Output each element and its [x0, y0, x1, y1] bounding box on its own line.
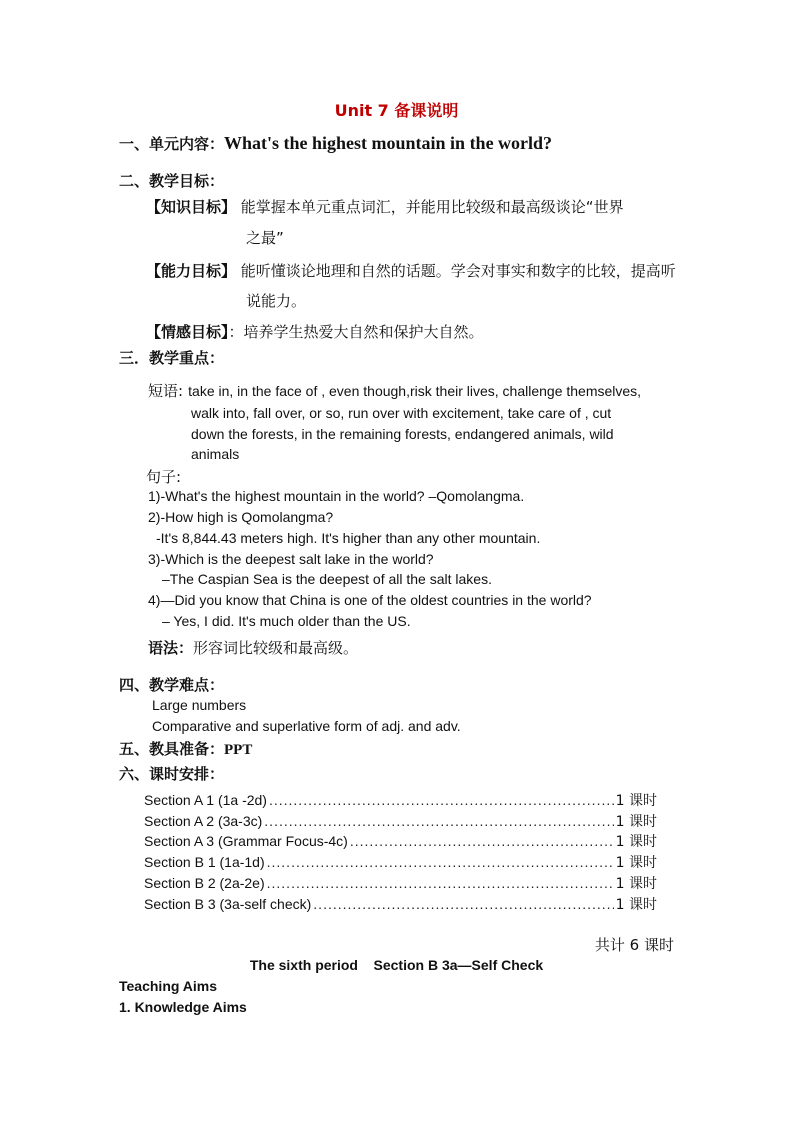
grammar-label: 语法：	[148, 639, 194, 657]
knowledge-aims-heading: 1. Knowledge Aims	[119, 999, 247, 1015]
emotion-goal	[146, 321, 484, 342]
grammar	[148, 637, 358, 658]
sentence-3-answer: –The Caspian Sea is the deepest of all the salt lakes.	[162, 571, 492, 587]
sentence-4-answer: – Yes, I did. It's much older than the US.	[162, 613, 411, 629]
schedule-row-name: Section B 1 (1a-1d)	[144, 854, 265, 870]
teaching-aims-heading: Teaching Aims	[119, 978, 218, 994]
knowledge-goal	[146, 196, 624, 217]
ability-goal-text: 能听懂谈论地理和自然的话题。学会对事实和数字的比较，提高听	[240, 262, 676, 280]
sentence-3: 3)-Which is the deepest salt lake in the world?	[148, 551, 434, 567]
section-1	[119, 133, 552, 154]
schedule-row-hours: 1 课时	[615, 834, 657, 850]
knowledge-goal-label: 【知识目标】	[146, 198, 237, 216]
sentence-1: 1)-What's the highest mountain in the world? –Qomolangma.	[148, 488, 525, 504]
ability-goal-line2: 说能力。	[246, 292, 307, 310]
schedule-row-hours: 1 课时	[615, 814, 657, 830]
phrases	[148, 380, 641, 401]
section-5	[119, 738, 252, 759]
section-6-label: 六、课时安排：	[119, 765, 225, 783]
difficulty-2: Comparative and superlative form of adj. and adv.	[152, 718, 461, 734]
schedule-row	[144, 811, 657, 831]
period-title: The sixth period Section B 3a—Self Check	[249, 957, 544, 973]
schedule-row-name: Section A 1 (1a -2d)	[144, 792, 267, 808]
phrases-label: 短语:	[148, 382, 184, 400]
phrases-line-4: animals	[191, 446, 240, 462]
schedule-row-name: Section A 2 (3a-3c)	[144, 813, 263, 829]
knowledge-goal-text: 能掌握本单元重点词汇，并能用比较级和最高级谈论“世界	[240, 198, 624, 216]
ability-goal-label: 【能力目标】	[146, 262, 237, 280]
grammar-text: 形容词比较级和最高级。	[193, 639, 359, 657]
schedule-row	[144, 790, 657, 810]
schedule-row	[144, 894, 657, 914]
schedule-row	[144, 831, 657, 851]
page-title: Unit 7 备课说明	[334, 101, 459, 120]
section-1-label: 一、单元内容：	[119, 135, 225, 153]
schedule-row-hours: 1 课时	[615, 876, 657, 892]
schedule-row-hours: 1 课时	[615, 793, 657, 809]
schedule-row-name: Section B 2 (2a-2e)	[144, 875, 265, 891]
phrases-line-2: walk into, fall over, or so, run over with excitement, take care of , cut	[191, 405, 612, 421]
phrases-line-1: take in, in the face of , even though,risk their lives, challenge themselves,	[188, 383, 642, 399]
knowledge-goal-line2: 之最”	[246, 229, 284, 247]
section-3-label: 三．教学重点：	[119, 349, 225, 367]
difficulty-1: Large numbers	[152, 697, 247, 713]
phrases-line-3: down the forests, in the remaining forests, endangered animals, wild	[191, 426, 614, 442]
schedule-row-hours: 1 课时	[615, 855, 657, 871]
emotion-goal-label: 【情感目标】	[146, 323, 229, 341]
sentence-2-answer: -It's 8,844.43 meters high. It's higher than any other mountain.	[156, 530, 541, 546]
ability-goal	[146, 260, 676, 281]
section-5-label: 五、教具准备：	[119, 740, 225, 758]
schedule-total: 共计 6 课时	[594, 936, 674, 954]
schedule-row	[144, 852, 657, 872]
sentence-4: 4)—Did you know that China is one of the oldest countries in the world?	[148, 592, 592, 608]
sentence-2: 2)-How high is Qomolangma?	[148, 509, 334, 525]
emotion-goal-text: ：培养学生热爱大自然和保护大自然。	[228, 323, 484, 341]
sentences-label: 句子:	[146, 468, 182, 486]
schedule-row	[144, 873, 657, 893]
unit-topic: What's the highest mountain in the world?	[224, 133, 553, 153]
section-2-label: 二、教学目标：	[119, 172, 225, 190]
section-4-label: 四、教学难点：	[119, 676, 225, 694]
schedule-row-hours: 1 课时	[615, 897, 657, 913]
schedule-row-name: Section A 3 (Grammar Focus-4c)	[144, 833, 348, 849]
teaching-tool: PPT	[224, 742, 253, 758]
schedule-row-name: Section B 3 (3a-self check)	[144, 896, 312, 912]
